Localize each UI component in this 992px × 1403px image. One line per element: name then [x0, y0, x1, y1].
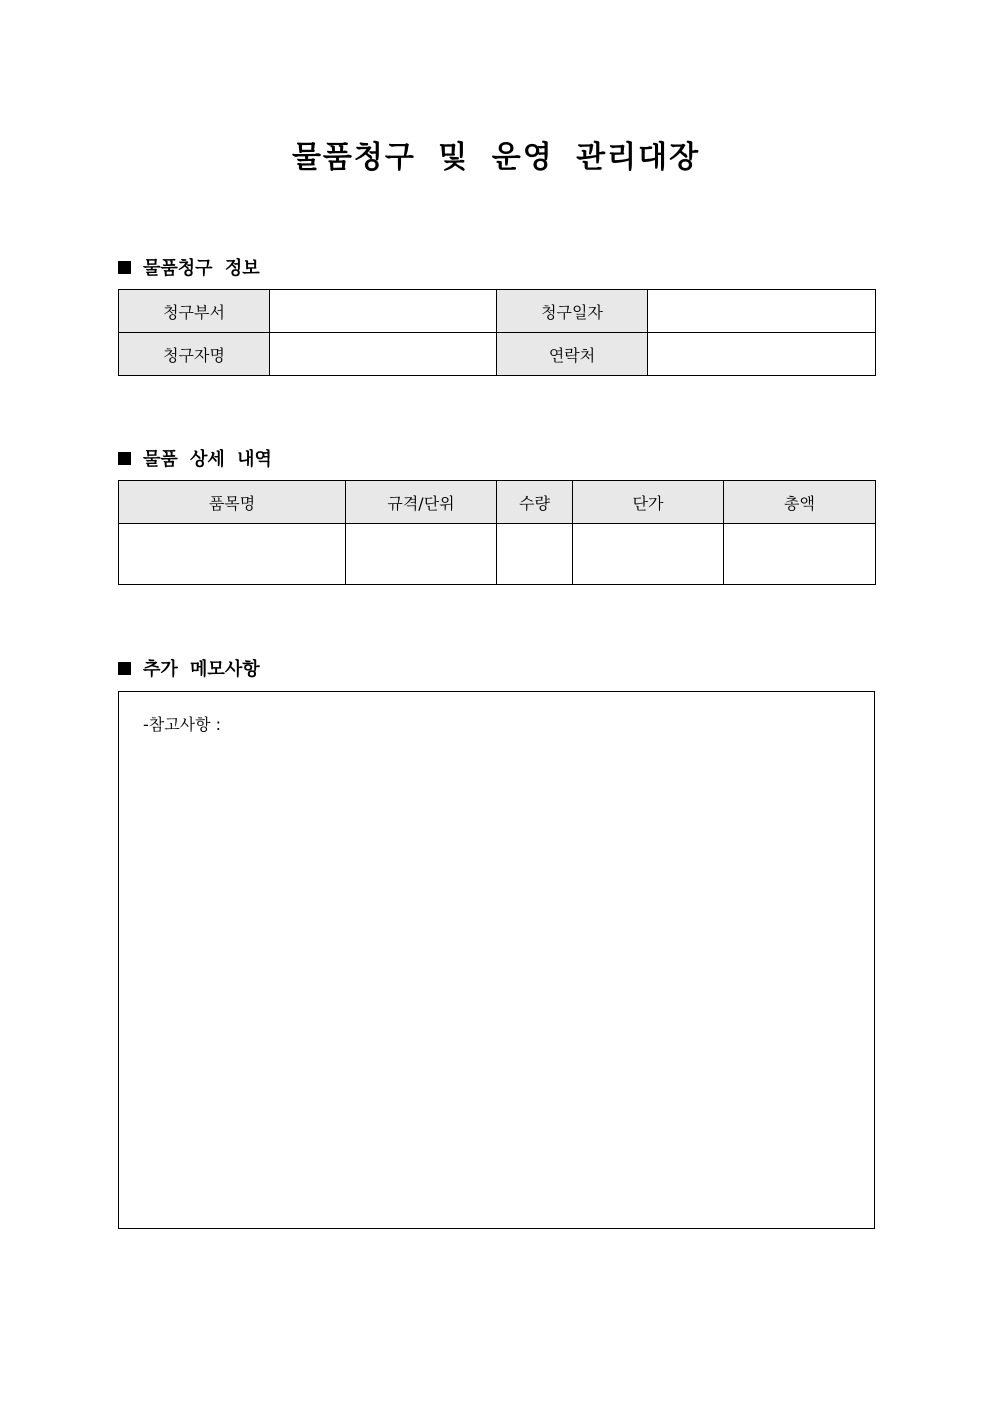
square-bullet-icon	[118, 452, 131, 465]
item-name-cell[interactable]	[119, 524, 346, 585]
request-info-table	[118, 289, 876, 376]
section-heading-label: 물품 상세 내역	[143, 449, 272, 470]
memo-reference-text: -참고사항 :	[143, 715, 222, 734]
column-header-quantity: 수량	[497, 481, 573, 524]
section-heading-label: 물품청구 정보	[143, 258, 260, 279]
memo-box[interactable]	[118, 691, 875, 1229]
unit-price-cell[interactable]	[573, 524, 724, 585]
table-row	[119, 290, 876, 333]
requester-name-label: 청구자명	[119, 333, 270, 376]
contact-label: 연락처	[497, 333, 648, 376]
contact-field[interactable]	[648, 333, 876, 376]
column-header-unit-price: 단가	[573, 481, 724, 524]
quantity-cell[interactable]	[497, 524, 573, 585]
request-department-label: 청구부서	[119, 290, 270, 333]
table-row	[119, 524, 876, 585]
section-heading-item-details	[118, 445, 272, 471]
spec-unit-cell[interactable]	[346, 524, 497, 585]
section-heading-label: 추가 메모사항	[143, 659, 260, 680]
requester-name-field[interactable]	[270, 333, 497, 376]
request-date-label: 청구일자	[497, 290, 648, 333]
total-cell[interactable]	[724, 524, 876, 585]
section-heading-memo	[118, 655, 260, 681]
column-header-item-name: 품목명	[119, 481, 346, 524]
item-details-table	[118, 480, 876, 585]
page-title: 물품청구 및 운영 관리대장	[291, 140, 701, 175]
column-header-spec-unit: 규격/단위	[346, 481, 497, 524]
square-bullet-icon	[118, 662, 131, 675]
request-date-field[interactable]	[648, 290, 876, 333]
section-heading-request-info	[118, 254, 260, 280]
square-bullet-icon	[118, 261, 131, 274]
request-department-field[interactable]	[270, 290, 497, 333]
table-header-row	[119, 481, 876, 524]
table-row	[119, 333, 876, 376]
column-header-total: 총액	[724, 481, 876, 524]
